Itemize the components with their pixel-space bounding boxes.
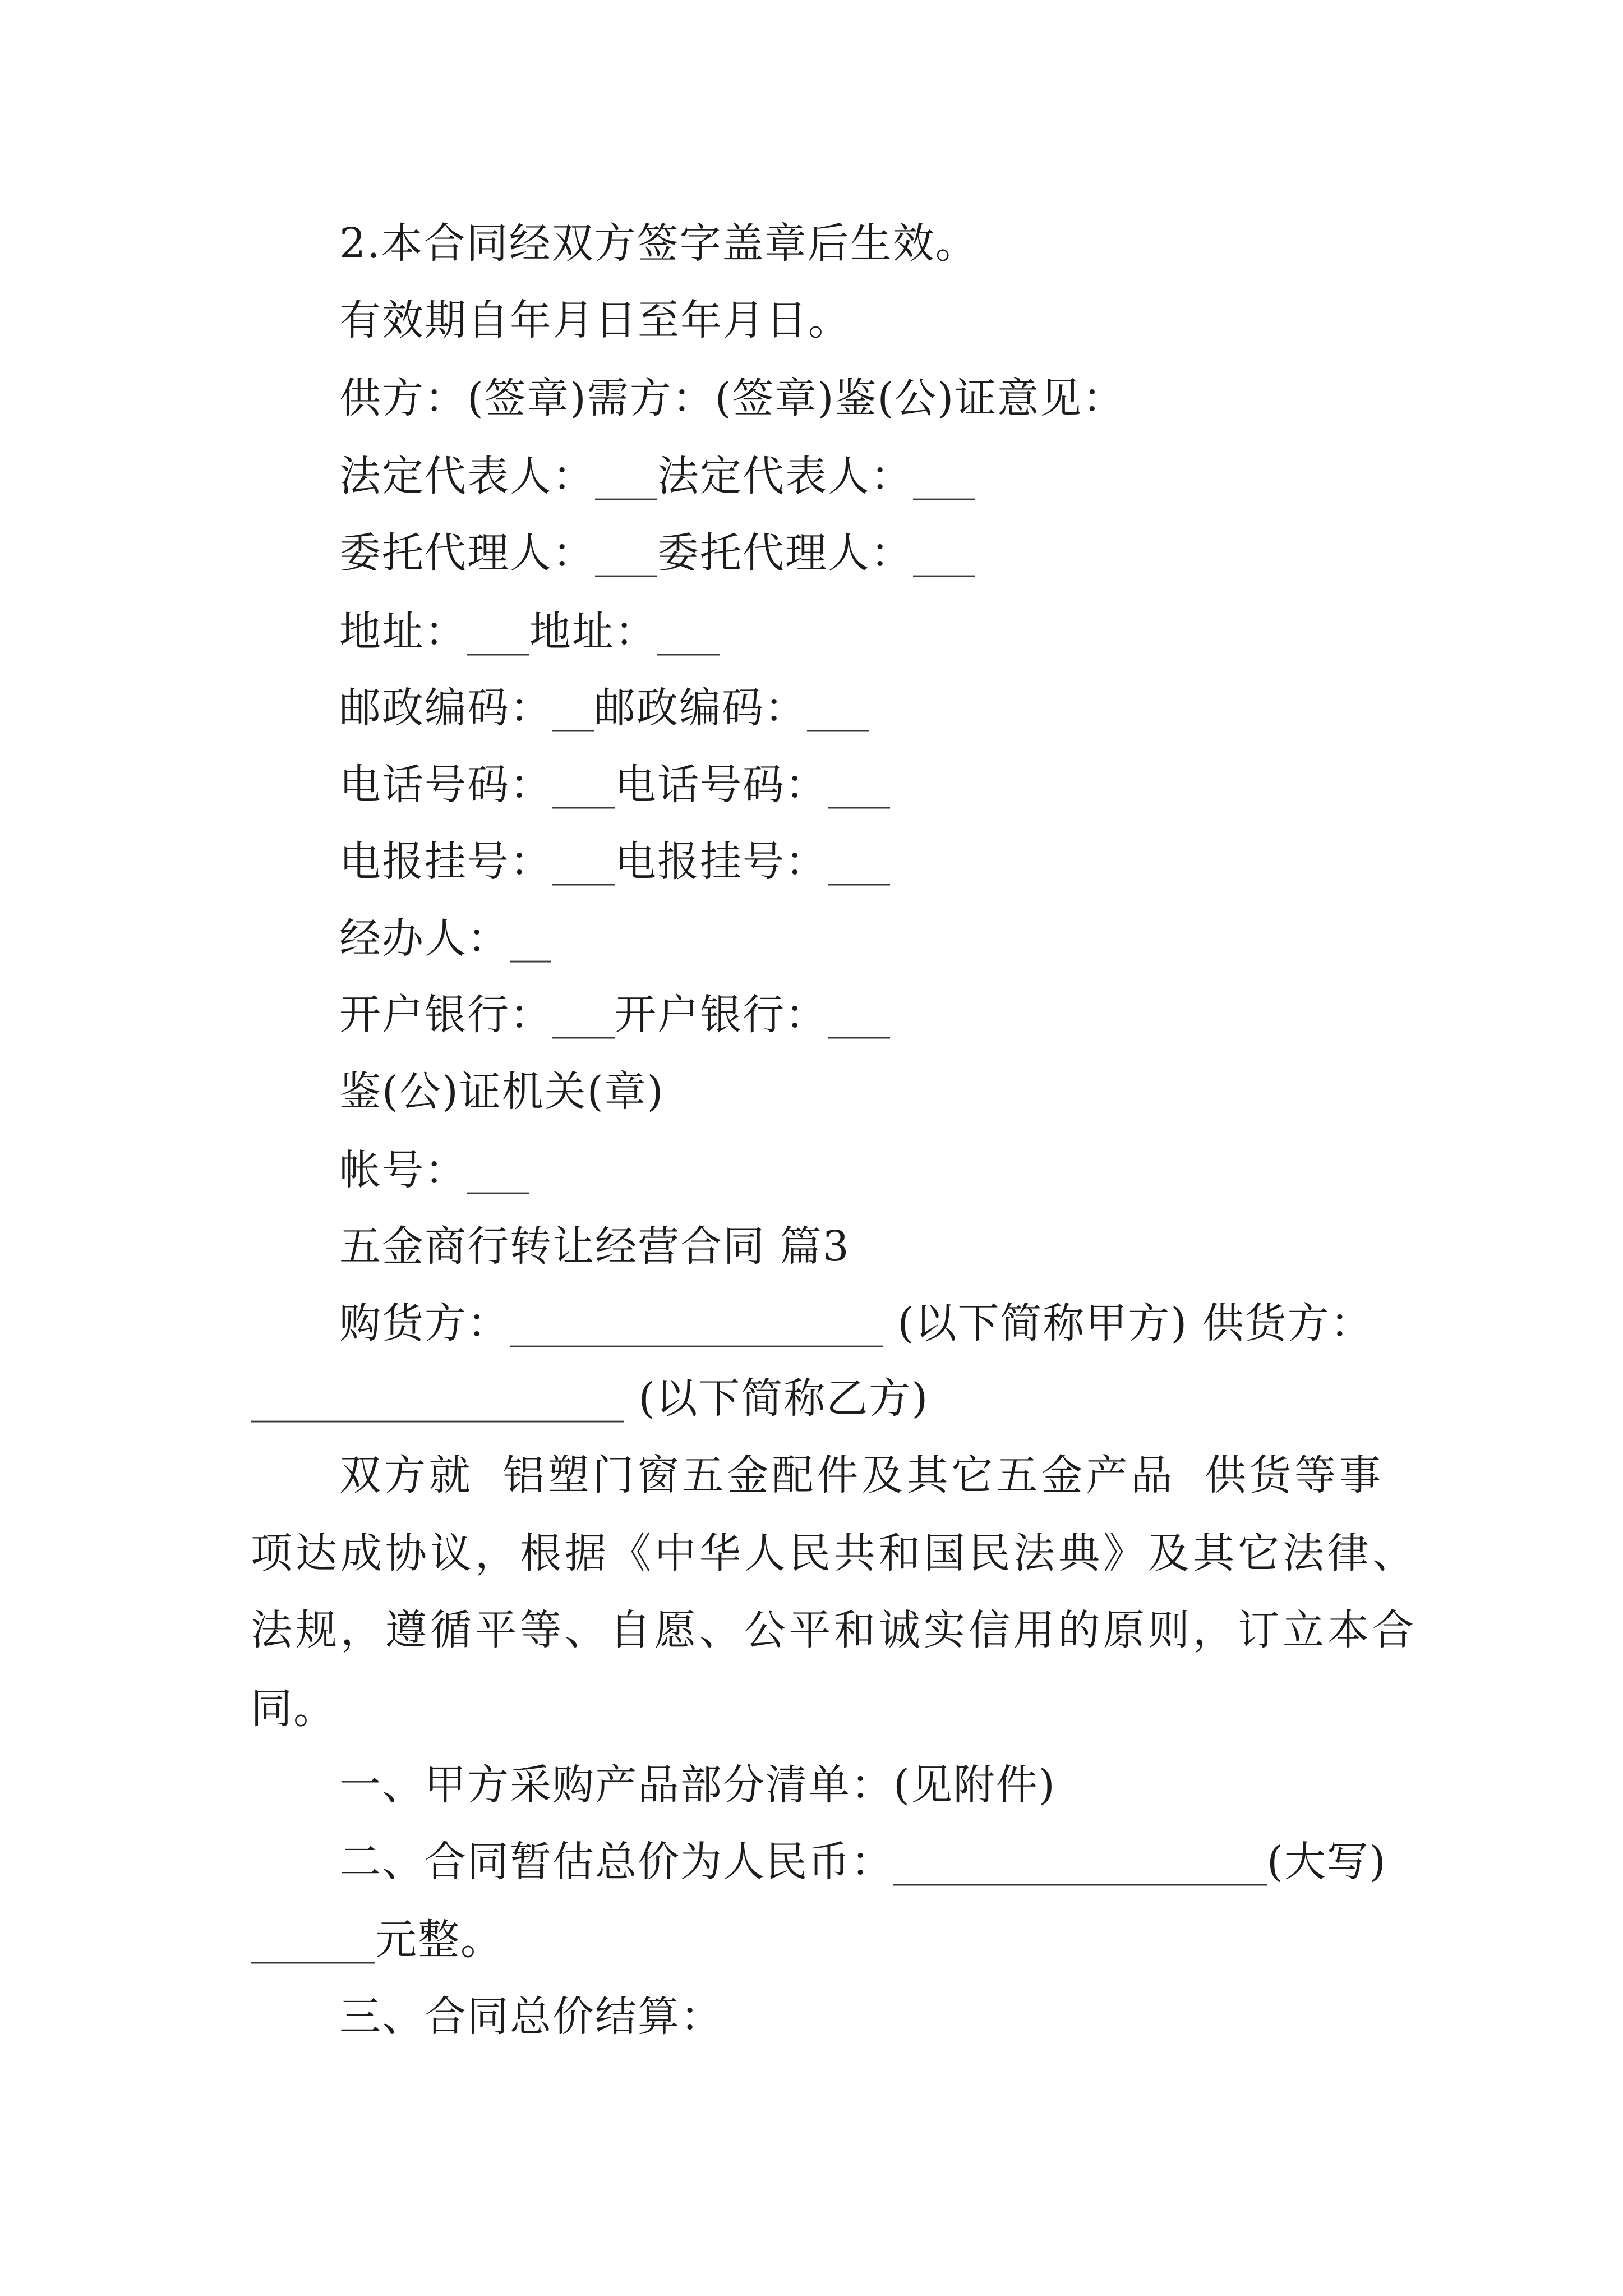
preamble-line-2: 项达成协议，根据《中华人民共和国民法典》及其它法律、 xyxy=(251,1529,1417,1577)
phone-number-row xyxy=(339,757,890,813)
fill-blank: __________________ xyxy=(251,1374,624,1423)
supplier-line xyxy=(251,1370,929,1427)
field-label: 邮政编码： xyxy=(594,684,807,732)
handler-row xyxy=(339,910,551,967)
fill-blank: ___ xyxy=(595,529,657,577)
address-row xyxy=(339,604,720,660)
preamble-line-4: 同。 xyxy=(251,1685,336,1733)
field-label: 地址： xyxy=(339,608,467,656)
fill-blank: ___ xyxy=(913,529,975,577)
field-label: 元整。 xyxy=(375,1916,503,1964)
clause-effectiveness: 2.本合同经双方签字盖章后生效。 xyxy=(339,219,978,268)
field-label: 委托代理人： xyxy=(339,529,595,577)
fill-blank: ___ xyxy=(657,608,720,656)
field-label: (以下简称甲方) 供货方： xyxy=(883,1299,1373,1347)
clause-3-settlement: 三、合同总价结算： xyxy=(339,1993,723,2041)
fill-blank: ___ xyxy=(828,838,890,886)
fill-blank: ______ xyxy=(251,1916,375,1964)
field-label: 开户银行： xyxy=(339,991,552,1039)
clause-2-estimated-price xyxy=(339,1834,1387,1890)
fill-blank: ___ xyxy=(467,1146,529,1194)
field-label: 法定代表人： xyxy=(657,452,913,500)
legal-representative-row xyxy=(339,448,975,504)
preamble-line-1: 双方就 铝塑门窗五金配件及其它五金产品 供货等事 xyxy=(339,1451,1385,1499)
fill-blank: ___ xyxy=(552,761,615,809)
field-label: 邮政编码： xyxy=(339,684,552,732)
fill-blank: ___ xyxy=(828,761,890,809)
fill-blank: ___ xyxy=(552,838,615,886)
field-label: 帐号： xyxy=(339,1146,467,1194)
fill-blank: __ xyxy=(552,684,594,732)
fill-blank: __ xyxy=(510,914,551,963)
validity-period: 有效期自年月日至年月日。 xyxy=(339,296,851,344)
fill-blank: ___ xyxy=(595,452,657,500)
field-label: 法定代表人： xyxy=(339,452,595,500)
field-label: 经办人： xyxy=(339,914,510,963)
fill-blank: ___ xyxy=(467,608,529,656)
field-label: 电话号码： xyxy=(615,761,828,809)
field-label: 电报挂号： xyxy=(615,838,828,886)
field-label: 地址： xyxy=(529,608,657,656)
field-label: 购货方： xyxy=(339,1299,510,1347)
field-label: (大写) xyxy=(1267,1838,1387,1886)
section-heading: 五金商行转让经营合同 篇3 xyxy=(339,1222,850,1271)
notary-seal: 鉴(公)证机关(章) xyxy=(339,1068,665,1116)
purchaser-line xyxy=(339,1295,1373,1351)
postal-code-row xyxy=(339,680,869,736)
fill-blank: __________________ xyxy=(893,1838,1267,1886)
fill-blank: ___ xyxy=(913,452,975,500)
fill-blank: ___ xyxy=(807,684,869,732)
bank-row xyxy=(339,987,890,1043)
field-label: 开户银行： xyxy=(615,991,828,1039)
signature-parties: 供方：(签章)需方：(签章)鉴(公)证意见： xyxy=(339,374,1126,422)
fill-blank: ___ xyxy=(552,991,615,1039)
field-label: 委托代理人： xyxy=(657,529,913,577)
field-label: 电话号码： xyxy=(339,761,552,809)
field-label: 电报挂号： xyxy=(339,838,552,886)
preamble-line-3: 法规，遵循平等、自愿、公平和诚实信用的原则，订立本合 xyxy=(251,1606,1417,1654)
fill-blank: ___ xyxy=(828,991,890,1039)
fill-blank: __________________ xyxy=(510,1299,883,1347)
field-label: 二、合同暂估总价为人民币： xyxy=(339,1838,893,1886)
authorized-agent-row xyxy=(339,525,975,581)
field-label: (以下简称乙方) xyxy=(624,1374,929,1423)
clause-2-amount-continued xyxy=(251,1912,503,1968)
telegraph-code-row xyxy=(339,834,890,890)
account-row xyxy=(339,1142,529,1198)
clause-1-product-list: 一、甲方采购产品部分清单：(见附件) xyxy=(339,1761,1056,1809)
